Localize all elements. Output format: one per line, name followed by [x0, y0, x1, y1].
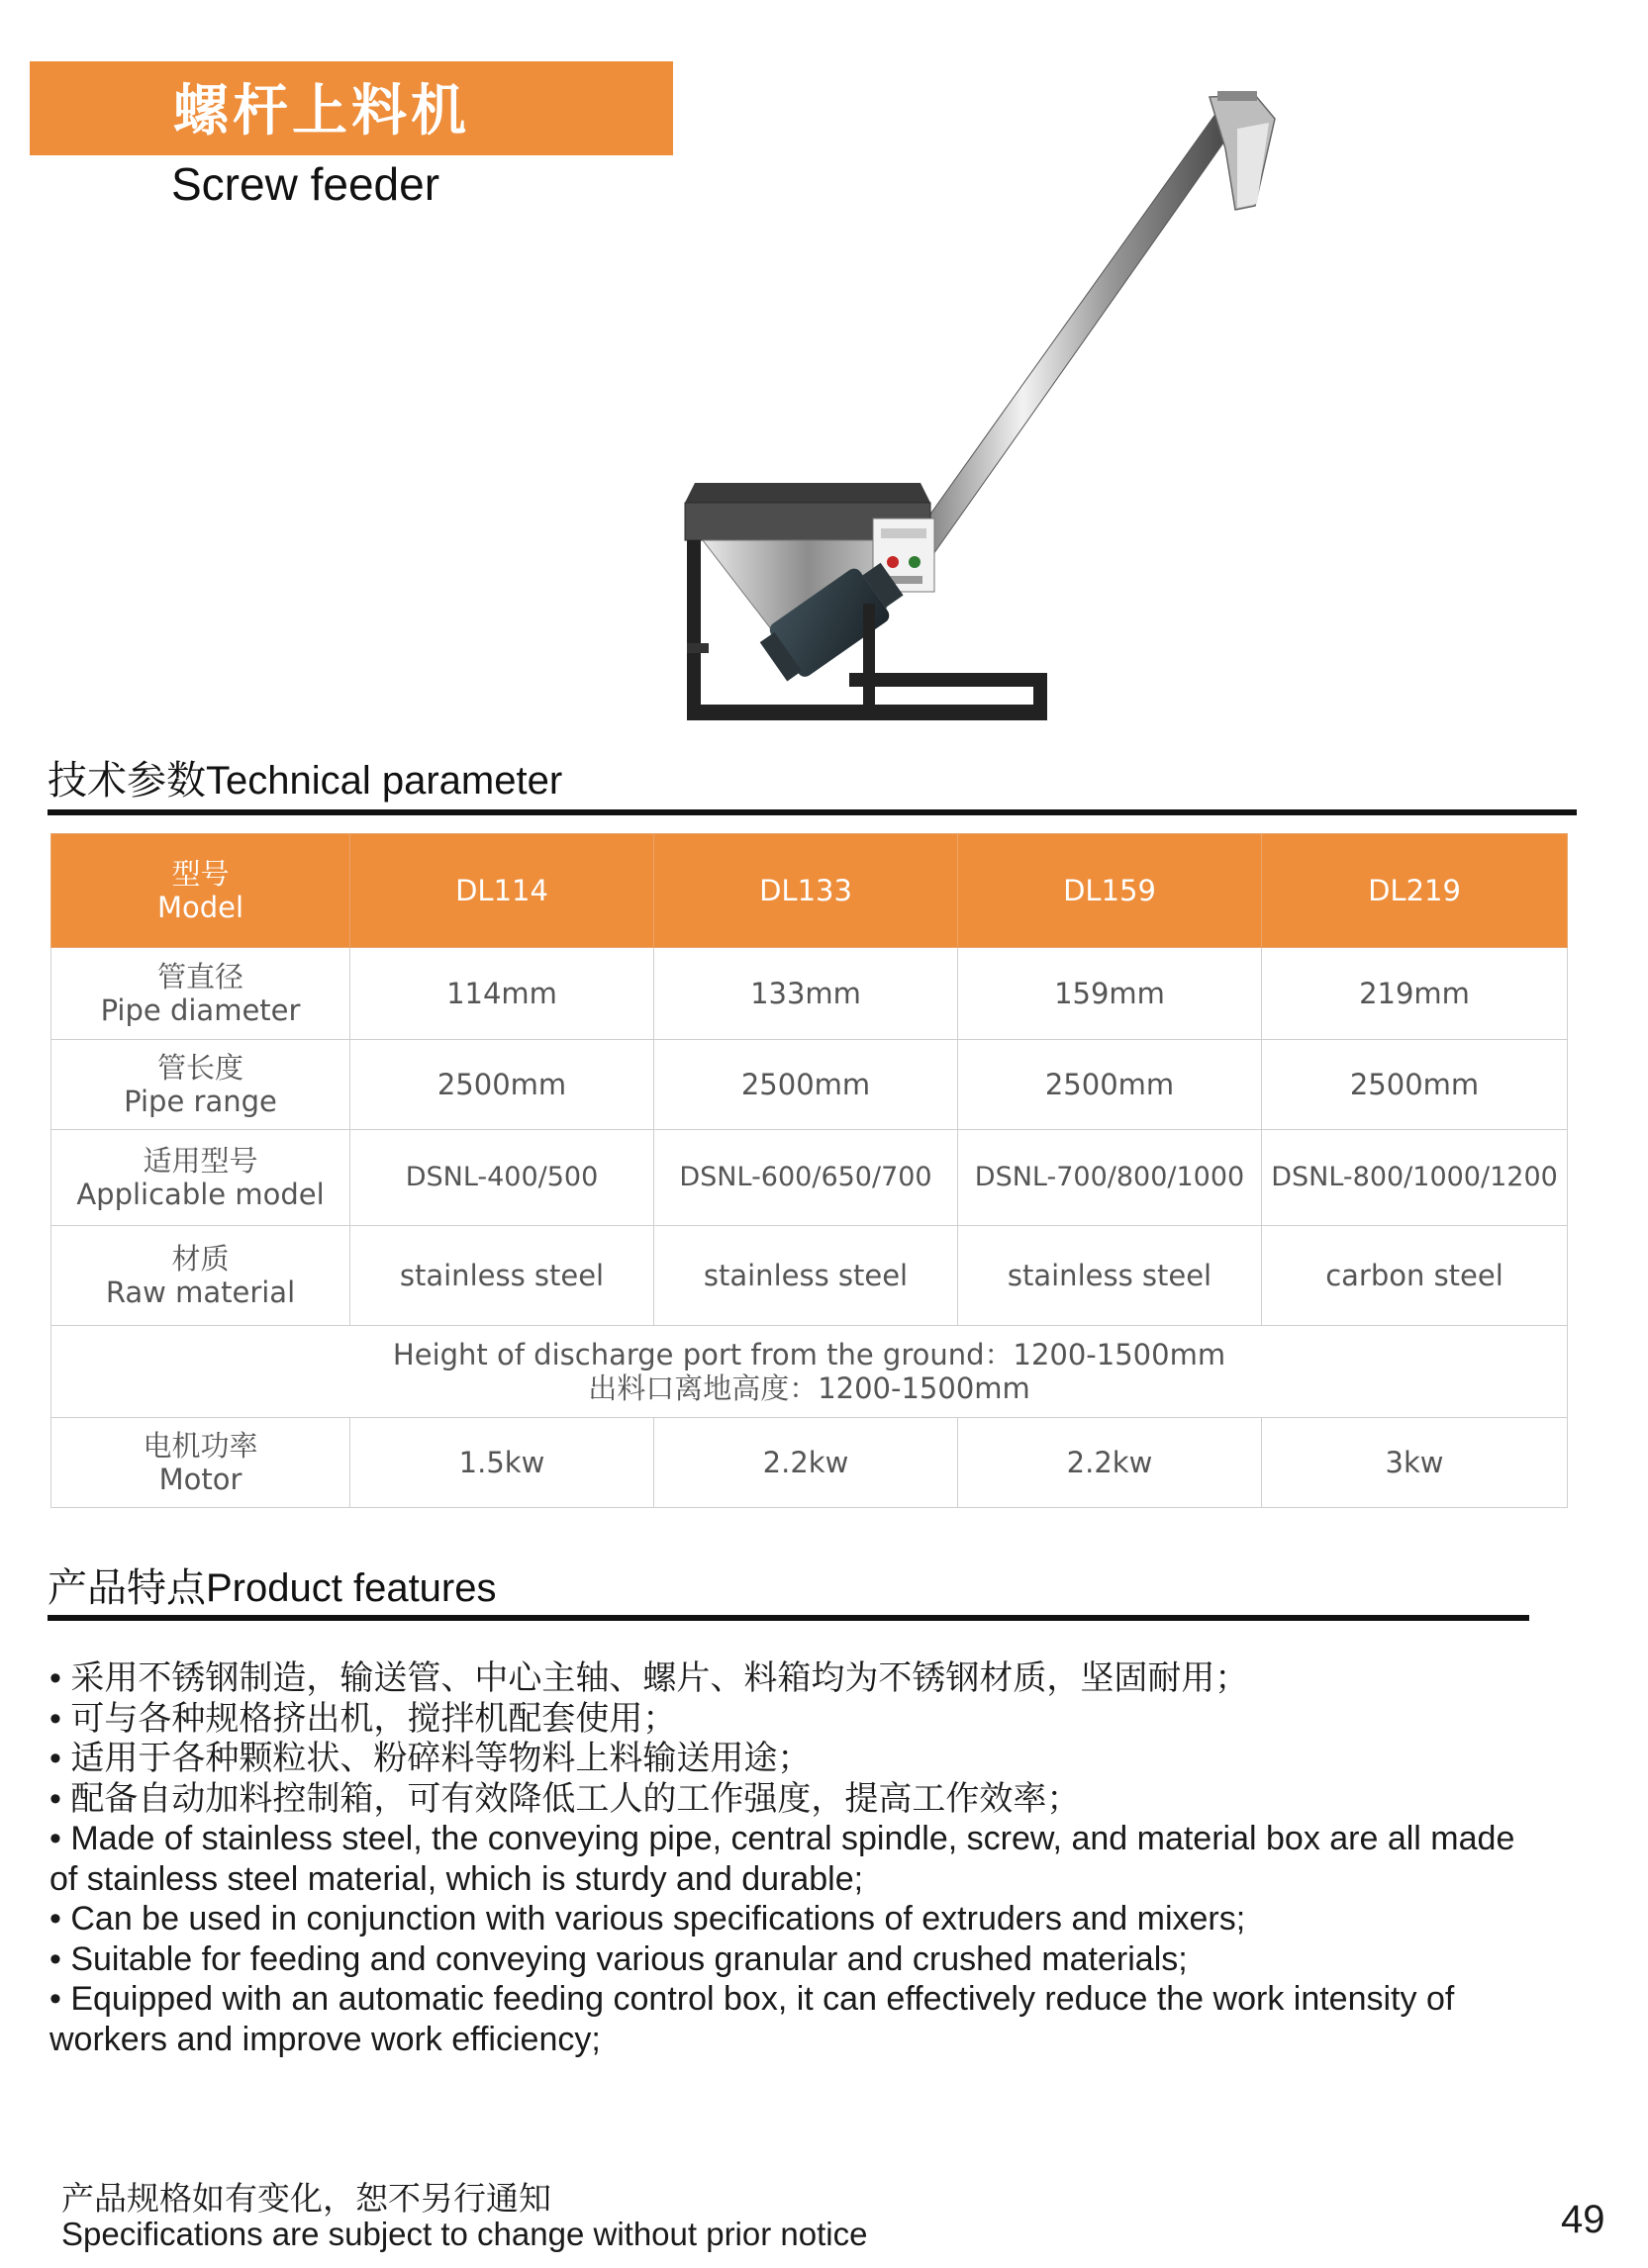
- table-row: [51, 1040, 1568, 1130]
- list-item: workers and improve work efficiency;: [49, 2020, 601, 2058]
- page-title-en: Screw feeder: [171, 158, 440, 210]
- features-list: [49, 1658, 1594, 2059]
- table-row: [51, 1326, 1568, 1418]
- table-row: [51, 1226, 1568, 1326]
- table-cell: 3kw: [1262, 1418, 1568, 1508]
- note-en: Height of discharge port from the ground：1200-1500mm: [392, 1338, 1226, 1371]
- label-en: Motor: [158, 1463, 242, 1496]
- footer-notice-cn: 产品规格如有变化，恕不另行通知: [61, 2180, 551, 2217]
- table-row: [51, 948, 1568, 1040]
- table-cell: 1.5kw: [350, 1418, 654, 1508]
- model-header: DL133: [654, 834, 958, 948]
- table-cell: 133mm: [654, 948, 958, 1040]
- list-item: • 配备自动加料控制箱，可有效降低工人的工作强度，提高工作效率；: [49, 1779, 1081, 1818]
- table-cell: 114mm: [350, 948, 654, 1040]
- table-cell: 2500mm: [654, 1040, 958, 1130]
- table-cell: DSNL-400/500: [350, 1130, 654, 1226]
- table-row: [51, 1130, 1568, 1226]
- row-label: [51, 1040, 350, 1130]
- table-cell: 159mm: [958, 948, 1262, 1040]
- label-cn: 适用型号: [143, 1144, 258, 1178]
- model-header: DL159: [958, 834, 1262, 948]
- list-item: • 可与各种规格挤出机，搅拌机配套使用；: [49, 1699, 677, 1738]
- technical-parameter-heading: 技术参数Technical parameter: [48, 759, 563, 803]
- list-item: • 采用不锈钢制造，输送管、中心主轴、螺片、料箱均为不锈钢材质，坚固耐用；: [49, 1659, 1249, 1697]
- label-en: Model: [156, 891, 244, 924]
- list-item: • Can be used in conjunction with various specifications of extruders and mixers;: [49, 1900, 1246, 1937]
- label-en: Pipe range: [124, 1085, 277, 1118]
- label-en: Applicable model: [76, 1178, 325, 1211]
- label-cn: 材质: [171, 1242, 230, 1276]
- table-cell: stainless steel: [654, 1226, 958, 1326]
- label-cn: 管直径: [156, 960, 243, 993]
- table-cell: carbon steel: [1262, 1226, 1568, 1326]
- label-en: Pipe diameter: [100, 993, 301, 1027]
- discharge-height-note: [51, 1326, 1568, 1418]
- product-features-heading: 产品特点Product features: [48, 1566, 497, 1610]
- table-cell: 2.2kw: [654, 1418, 958, 1508]
- model-header: DL219: [1262, 834, 1568, 948]
- list-item: • Equipped with an automatic feeding control box, it can effectively reduce the work intensity of: [49, 1980, 1455, 2018]
- label-en: Raw material: [105, 1276, 296, 1309]
- label-cn: 电机功率: [143, 1429, 258, 1463]
- label-cn: 管长度: [156, 1051, 243, 1085]
- footer-notice-en: Specifications are subject to change without prior notice: [61, 2216, 868, 2252]
- page-number: 49: [1561, 2198, 1605, 2241]
- page-title-cn: 螺杆上料机: [173, 79, 470, 142]
- table-cell: stainless steel: [350, 1226, 654, 1326]
- table-cell: 2500mm: [958, 1040, 1262, 1130]
- table-cell: 2.2kw: [958, 1418, 1262, 1508]
- row-label: [51, 1130, 350, 1226]
- table-cell: DSNL-800/1000/1200: [1262, 1130, 1568, 1226]
- section-divider: [48, 809, 1577, 815]
- table-cell: 219mm: [1262, 948, 1568, 1040]
- row-label: [51, 948, 350, 1040]
- section-divider: [48, 1615, 1529, 1621]
- table-row: [51, 1418, 1568, 1508]
- list-item: • Suitable for feeding and conveying various granular and crushed materials;: [49, 1939, 1188, 1978]
- note-cn: 出料口离地高度：1200-1500mm: [588, 1371, 1030, 1405]
- model-header: DL114: [350, 834, 654, 948]
- list-item: of stainless steel material, which is sturdy and durable;: [49, 1859, 864, 1898]
- row-label: [51, 1418, 350, 1508]
- table-cell: 2500mm: [350, 1040, 654, 1130]
- list-item: • 适用于各种颗粒状、粉碎料等物料上料输送用途；: [49, 1740, 812, 1777]
- row-label: [51, 1226, 350, 1326]
- header-label-cell: [51, 834, 350, 948]
- label-cn: 型号: [171, 857, 230, 891]
- screw-feeder-image: [683, 89, 1326, 722]
- list-item: • Made of stainless steel, the conveying pipe, central spindle, screw, and material box are all made: [49, 1820, 1515, 1857]
- table-cell: 2500mm: [1262, 1040, 1568, 1130]
- table-header-row: [51, 834, 1568, 948]
- table-cell: DSNL-700/800/1000: [958, 1130, 1262, 1226]
- table-cell: DSNL-600/650/700: [654, 1130, 958, 1226]
- table-cell: stainless steel: [958, 1226, 1262, 1326]
- spec-table: [50, 833, 1568, 1508]
